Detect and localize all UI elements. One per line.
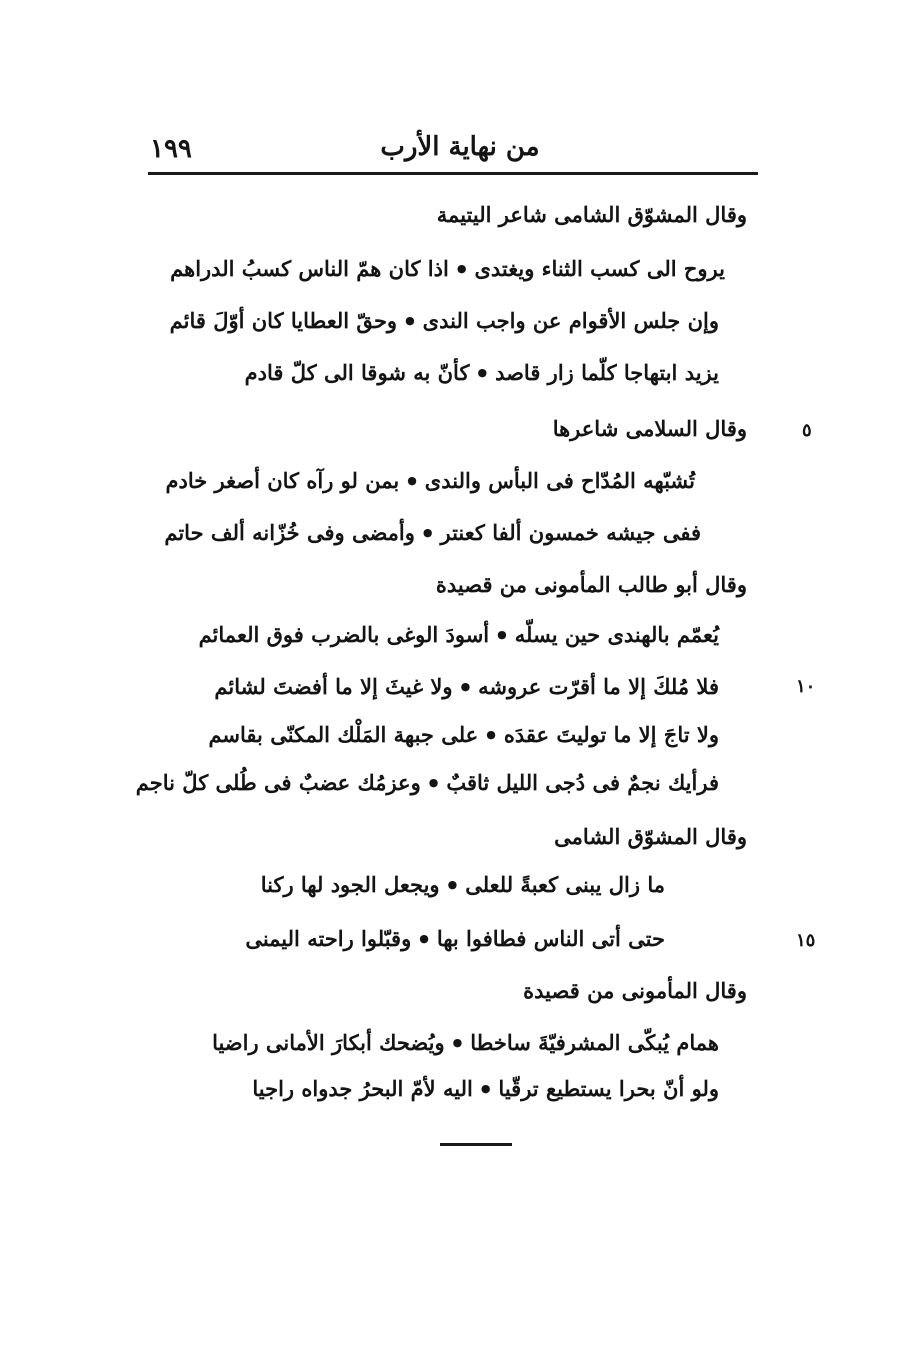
verse-separator-icon: ● (477, 366, 488, 379)
verse-separator-icon: ● (486, 728, 496, 741)
verse-separator-icon: ● (460, 680, 471, 693)
verse-second-hemistich: كأنّ به شوقا الى كلّ قادم (244, 360, 470, 385)
verse-second-hemistich: ويجعل الجود لها ركنا (260, 872, 440, 897)
verse-first-hemistich: فلا مُلكَ إلا ما أقرّت عروشه (478, 674, 719, 699)
verse-second-hemistich: ويُضحك أبكارَ الأمانى راضيا (212, 1030, 445, 1055)
verse-line (136, 770, 719, 795)
line-number-15: ١٥ (796, 930, 816, 951)
verse-second-hemistich: وأمضى وفى خُزّانه ألف حاتم (164, 520, 415, 545)
verse-line (252, 1076, 719, 1101)
verse-separator-icon: ● (452, 1036, 463, 1049)
page-number: ١٩٩ (150, 134, 192, 164)
verse-separator-icon: ● (497, 628, 507, 641)
verse-line (245, 926, 665, 951)
verse-separator-icon: ● (419, 932, 429, 945)
verse-first-hemistich: يُعمّم بالهندى حين يسلّه (514, 622, 719, 647)
section-heading: وقال المأمونى من قصيدة (523, 978, 747, 1003)
verse-first-hemistich: همام يُبكّى المشرفيّةَ ساخطا (470, 1030, 719, 1055)
verse-second-hemistich: أسودَ الوغى بالضرب فوق العمائم (198, 622, 490, 647)
verse-second-hemistich: وعزمُك عضبٌ فى طُلى كلّ ناجم (135, 770, 421, 795)
verse-line (199, 622, 719, 647)
section-heading: وقال أبو طالب المأمونى من قصيدة (435, 572, 747, 597)
section-heading: وقال المشوّق الشامى (554, 824, 747, 849)
verse-first-hemistich: ولا تاجَ إلا ما توليتَ عقدَه (503, 722, 719, 747)
verse-first-hemistich: ما زال يبنى كعبةً للعلى (465, 872, 665, 897)
verse-line (170, 308, 719, 333)
verse-first-hemistich: فرأيك نجمٌ فى دُجى الليل ثاقبٌ (446, 770, 719, 795)
verse-line (164, 520, 701, 545)
verse-line (214, 674, 719, 699)
header-rule (148, 172, 758, 175)
verse-line (261, 872, 665, 897)
section-heading: وقال المشوّق الشامى شاعر اليتيمة (436, 202, 747, 227)
verse-separator-icon: ● (407, 474, 417, 487)
verse-separator-icon: ● (480, 1082, 491, 1095)
verse-separator-icon: ● (405, 314, 415, 327)
verse-first-hemistich: ففى جيشه خمسون ألفا كعنتر (440, 520, 701, 545)
verse-line (170, 256, 725, 281)
verse-separator-icon: ● (428, 776, 439, 789)
verse-second-hemistich: وحقّ العطايا كان أوّلَ قائم (169, 308, 398, 333)
verse-line (245, 360, 719, 385)
verse-second-hemistich: اليه لأمّ البحرُ جدواه راجيا (252, 1076, 473, 1101)
verse-first-hemistich: يزيد ابتهاجا كلّما زار قاصد (495, 360, 719, 385)
verse-separator-icon: ● (456, 262, 467, 275)
section-heading: وقال السلامى شاعرها (552, 416, 747, 441)
verse-line (166, 468, 696, 493)
verse-first-hemistich: تُشبّهه المُدّاح فى البأس والندى (424, 468, 695, 493)
verse-separator-icon: ● (422, 526, 433, 539)
verse-second-hemistich: على جبهة المَلْك المكنّى بقاسم (208, 722, 479, 747)
verse-separator-icon: ● (447, 878, 458, 891)
verse-second-hemistich: وقبّلوا راحته اليمنى (245, 926, 412, 951)
page-header-title: من نهاية الأرب (380, 132, 540, 162)
verse-first-hemistich: يروح الى كسب الثناء ويغتدى (474, 256, 725, 281)
line-number-10: ١٠ (796, 676, 816, 697)
verse-line (212, 1030, 719, 1055)
verse-second-hemistich: بمن لو رآه كان أصغر خادم (165, 468, 400, 493)
verse-first-hemistich: ولو أنّ بحرا يستطيع ترقّيا (498, 1076, 719, 1101)
verse-first-hemistich: وإن جلس الأقوام عن واجب الندى (422, 308, 719, 333)
line-number-5: ٥ (802, 420, 812, 441)
verse-second-hemistich: ولا غيثَ إلا ما أفضتَ لشائم (214, 674, 453, 699)
verse-second-hemistich: اذا كان همّ الناس كسبُ الدراهم (170, 256, 449, 281)
verse-line (208, 722, 719, 747)
end-rule (440, 1143, 512, 1146)
verse-first-hemistich: حتى أتى الناس فطافوا بها (436, 926, 665, 951)
